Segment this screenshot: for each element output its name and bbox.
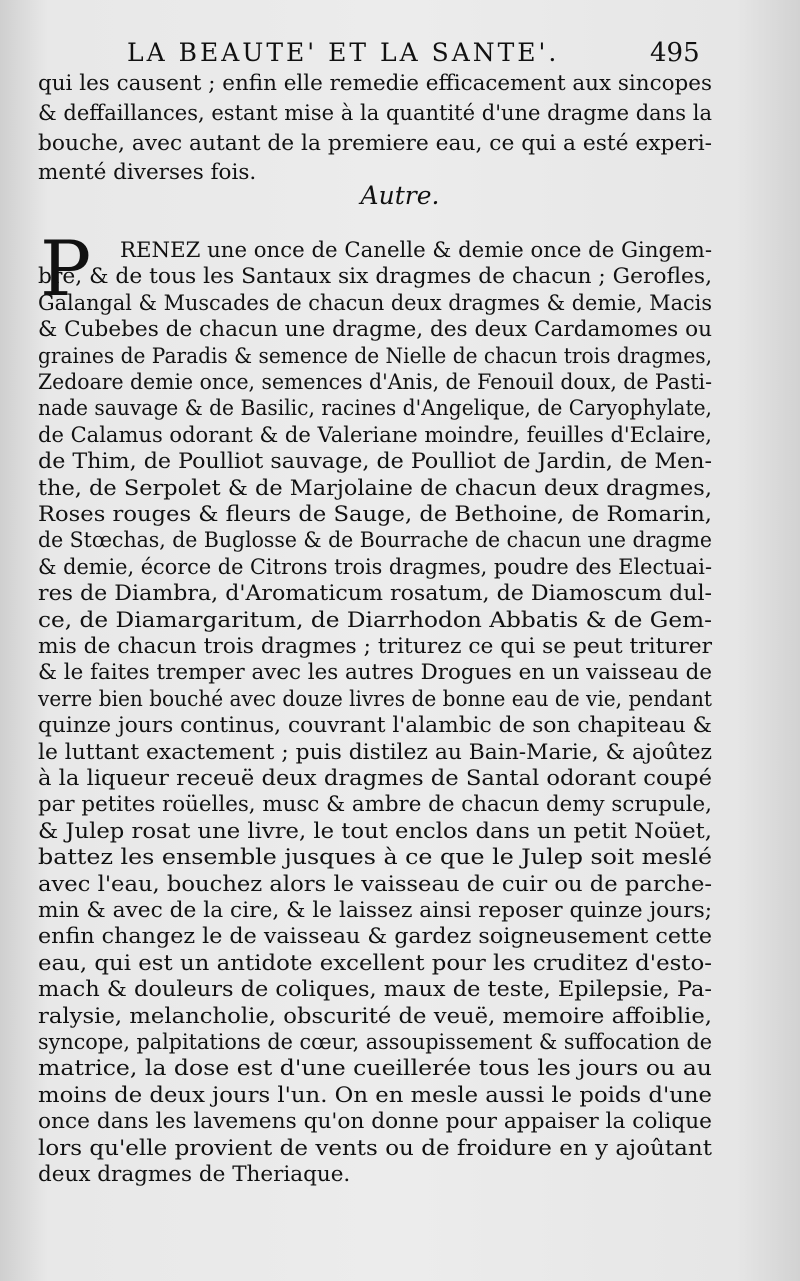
text-line-content: eau, qui est un antidote excellent pour les cruditez d'esto- [38, 950, 712, 976]
text-line-content: par petites roüelles, musc & ambre de chacun demy scrupule, [38, 792, 712, 818]
text-line [0, 129, 800, 159]
text-line-content: moins de deux jours l'un. On en mesle aussi le poids d'une [38, 1082, 713, 1108]
text-line-content: syncope, palpitations de cœur, assoupissement & suffocation de [38, 1030, 713, 1055]
text-line-content: de Calamus odorant & de Valeriane moindre, feuilles d'Eclaire, [38, 422, 712, 448]
text-line-content: & le faites tremper avec les autres Drogues en un vaisseau de [38, 660, 713, 686]
running-title: LA BEAUTE' ET LA SANTE'. [127, 38, 560, 67]
text-line-content: min & avec de la cire, & le laissez ainsi reposer quinze jours; [38, 898, 713, 923]
text-line [0, 1160, 800, 1190]
text-line-content: battez les ensemble jusques à ce que le Julep soit meslé [38, 845, 713, 871]
text-line [0, 69, 800, 99]
page-number: 495 [650, 38, 700, 68]
text-line-content: once dans les lavemens qu'on donne pour appaiser la colique [38, 1109, 712, 1135]
text-line-content: & deffaillances, estant mise à la quantité d'une dragme dans la [38, 101, 712, 126]
text-line-content: Zedoare demie once, semences d'Anis, de Fenouil doux, de Pasti- [38, 370, 712, 395]
text-line-content: mis de chacun trois dragmes ; triturez ce qui se peut triturer [38, 634, 713, 659]
text-line-content: nade sauvage & de Basilic, racines d'Angelique, de Caryophylate, [38, 396, 712, 422]
text-line-content: bre, & de tous les Santaux six dragmes de chacun ; Gerofles, [38, 264, 713, 290]
section-subtitle: Autre. [360, 181, 440, 210]
text-line-content: Roses rouges & fleurs de Sauge, de Bethoine, de Romarin, [38, 502, 713, 527]
text-line-content: graines de Paradis & semence de Nielle de chacun trois dragmes, [38, 343, 712, 369]
page-header [0, 38, 800, 72]
text-line-content: bouche, avec autant de la premiere eau, ce qui a esté experi- [38, 131, 713, 156]
drop-cap: P [40, 224, 92, 313]
text-line [0, 99, 800, 129]
text-line-content: menté diverses fois. [38, 160, 257, 185]
text-line-content: res de Diambra, d'Aromaticum rosatum, de Diamoscum dul- [38, 581, 713, 607]
text-line-content: & demie, écorce de Citrons trois dragmes, poudre des Electuai- [38, 554, 712, 580]
text-line-content: enfin changez le de vaisseau & gardez soigneusement cette [38, 924, 713, 950]
text-line-content: le luttant exactement ; puis distilez au Bain-Marie, & ajoûtez [38, 739, 712, 765]
text-line-content: lors qu'elle provient de vents ou de froidure en y ajoûtant [38, 1135, 712, 1161]
text-line-content: à la liqueur receuë deux dragmes de Santal odorant coupé [38, 766, 712, 791]
text-line-content: deux dragmes de Theriaque. [38, 1162, 351, 1187]
text-line-content: quinze jours continus, couvrant l'alambic de son chapiteau & [38, 713, 712, 739]
text-line-content: & Cubebes de chacun une dragme, des deux Cardamomes ou [38, 317, 713, 343]
text-line-content: avec l'eau, bouchez alors le vaisseau de cuir ou de parche- [38, 871, 713, 897]
text-line-content: & Julep rosat une livre, le tout enclos dans un petit Noüet, [38, 818, 713, 844]
text-line-content: ralysie, melancholie, obscurité de veuë, memoire affoiblie, [38, 1003, 713, 1029]
text-line-content: Galangal & Muscades de chacun deux dragmes & demie, Macis [38, 290, 713, 316]
text-line-content: de Thim, de Poulliot sauvage, de Poulliot de Jardin, de Men- [38, 449, 712, 475]
text-line-content: de Stœchas, de Buglosse & de Bourrache de chacun une dragme [38, 528, 712, 554]
text-line-content: qui les causent ; enfin elle remedie efficacement aux sincopes [38, 71, 712, 96]
text-line-content: the, de Serpolet & de Marjolaine de chacun deux dragmes, [38, 475, 712, 501]
text-line-content: mach & douleurs de coliques, maux de teste, Epilepsie, Pa- [38, 977, 713, 1003]
text-line-content: matrice, la dose est d'une cueillerée tous les jours ou au [38, 1056, 712, 1082]
text-line-content: verre bien bouché avec douze livres de bonne eau de vie, pendant [38, 686, 712, 712]
text-line-content: ce, de Diamargaritum, de Diarrhodon Abbatis & de Gem- [38, 607, 712, 633]
text-line-content: RENEZ une once de Canelle & demie once de Gingem- [120, 238, 713, 263]
